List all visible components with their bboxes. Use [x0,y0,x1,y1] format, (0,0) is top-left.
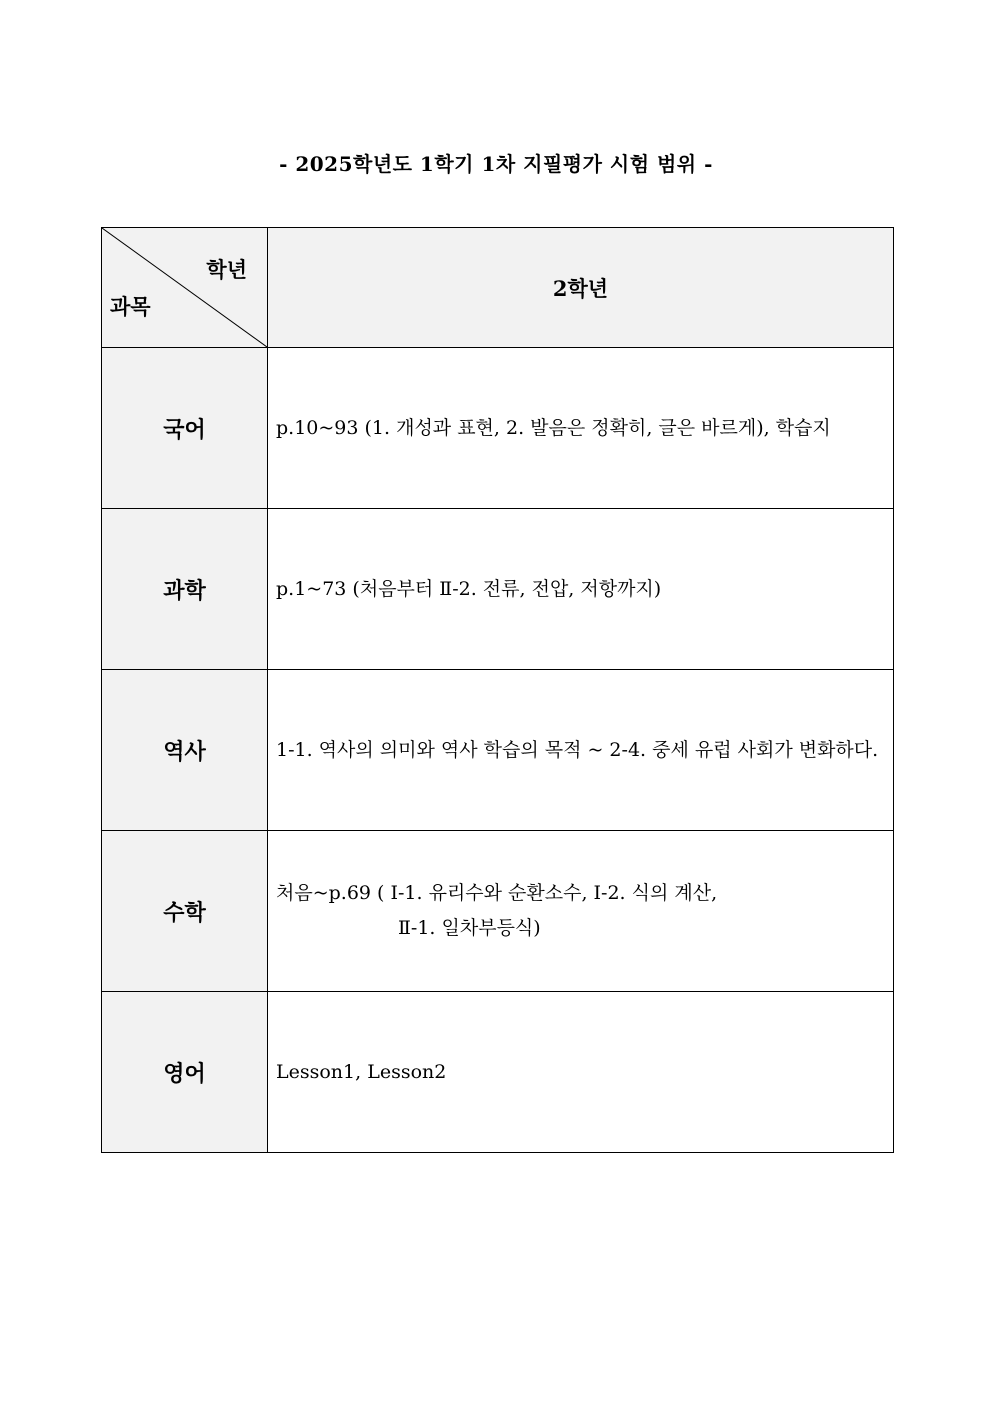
subject-cell-science: 과학 [102,509,268,670]
range-cell-science [268,509,894,670]
table-row [102,992,894,1153]
corner-grade-label: 학년 [206,257,247,282]
subject-cell-math: 수학 [102,831,268,992]
range-cell-english [268,992,894,1153]
subject-cell-history: 역사 [102,670,268,831]
table-row [102,670,894,831]
table-row [102,831,894,992]
range-cell-history [268,670,894,831]
document-title: - 2025학년도 1학기 1차 지필평가 시험 범위 - [279,152,713,176]
table-row [102,348,894,509]
range-text-line-2: Ⅱ-1. 일차부등식) [398,917,541,939]
range-text: 1-1. 역사의 의미와 역사 학습의 목적 ~ 2-4. 중세 유럽 사회가 변화하다. [276,738,879,761]
table-header-row [102,228,894,348]
range-text: Lesson1, Lesson2 [276,1060,447,1083]
range-text-line-1: 처음~p.69 ( Ⅰ-1. 유리수와 순환소수, Ⅰ-2. 식의 계산, [276,882,718,904]
diagonal-divider [102,228,267,347]
range-text: p.1~73 (처음부터 Ⅱ-2. 전류, 전압, 저항까지) [276,577,662,600]
exam-range-table [101,227,894,1153]
corner-cell [102,228,268,348]
table-row [102,509,894,670]
range-cell-math [268,831,894,992]
range-text: p.10~93 (1. 개성과 표현, 2. 발음은 정확히, 글은 바르게), 학습지 [276,416,831,439]
corner-subject-label: 과목 [110,294,151,319]
subject-cell-korean: 국어 [102,348,268,509]
range-cell-korean [268,348,894,509]
subject-cell-english: 영어 [102,992,268,1153]
grade-header: 2학년 [268,228,894,348]
